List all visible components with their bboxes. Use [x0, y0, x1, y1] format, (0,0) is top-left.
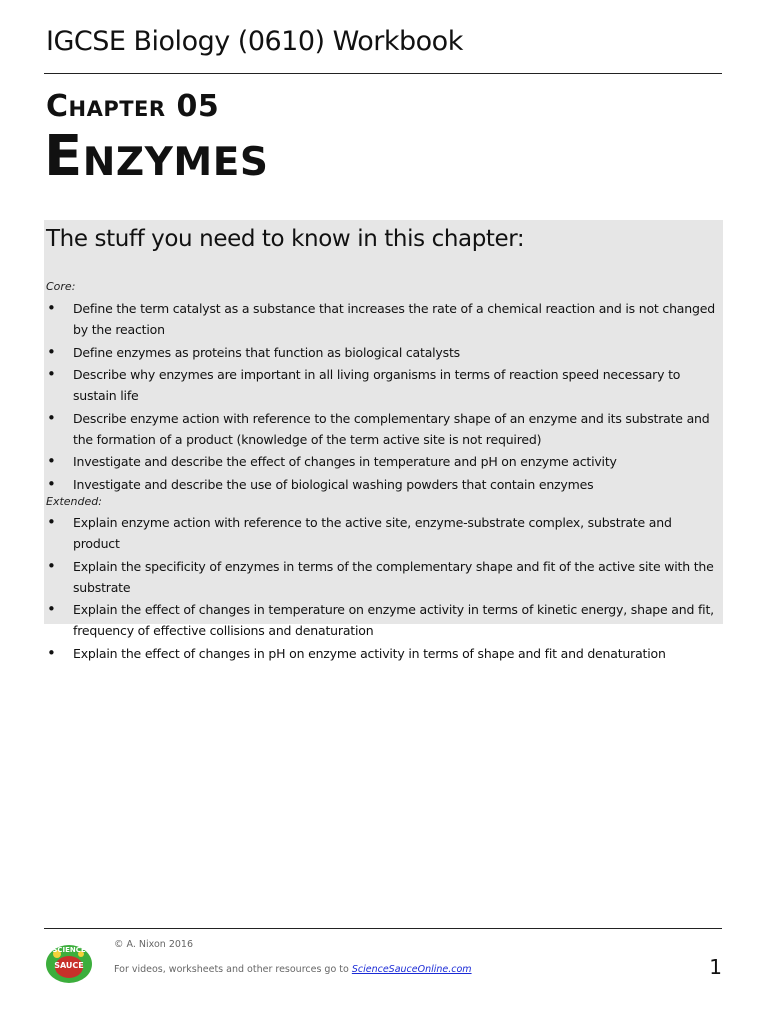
list-item: • Explain the effect of changes in temperature on enzyme activity in terms of kinetic energy, shape and fit, frequency of effective collisions and denaturation	[44, 599, 716, 641]
copyright: © A. Nixon 2016	[114, 939, 193, 950]
list-item: • Explain enzyme action with reference to the active site, enzyme-substrate complex, substrate and product	[44, 512, 716, 554]
list-item: • Investigate and describe the effect of changes in temperature and pH on enzyme activity	[44, 451, 716, 472]
resources-text: For videos, worksheets and other resources go to	[114, 964, 352, 975]
list-item: • Explain the specificity of enzymes in terms of the complementary shape and fit of the active site with the substrate	[44, 556, 716, 598]
extended-label: Extended:	[46, 495, 102, 508]
core-list	[44, 298, 716, 496]
objectives-heading: The stuff you need to know in this chapter:	[46, 226, 525, 252]
chapter-title: Enzymes	[44, 124, 269, 189]
header-title: IGCSE Biology (0610) Workbook	[46, 26, 463, 57]
logo-icon	[45, 940, 93, 984]
list-item: • Describe why enzymes are important in all living organisms in terms of reaction speed necessary to sustain life	[44, 364, 716, 406]
chapter-label: Chapter 05	[46, 89, 220, 124]
logo-text-bottom: SAUCE	[54, 961, 84, 970]
header-rule	[44, 73, 722, 74]
list-item: • Define enzymes as proteins that function as biological catalysts	[44, 342, 716, 363]
resources-link[interactable]: ScienceSauceOnline.com	[351, 964, 472, 975]
list-item: • Explain the effect of changes in pH on enzyme activity in terms of shape and fit and denaturation	[44, 643, 716, 664]
core-label: Core:	[46, 280, 76, 293]
list-item: • Investigate and describe the use of biological washing powders that contain enzymes	[44, 474, 716, 495]
page-number: 1	[709, 955, 722, 979]
resources-line	[114, 964, 472, 975]
objectives-box	[44, 220, 723, 661]
extended-list	[44, 512, 716, 665]
science-sauce-logo	[45, 940, 93, 984]
footer-rule	[44, 928, 722, 929]
logo-text-top: SCIENCE	[52, 946, 86, 954]
list-item: • Describe enzyme action with reference to the complementary shape of an enzyme and its substrate and the formation of a product (knowledge of the term active site is not required)	[44, 408, 716, 450]
list-item: • Define the term catalyst as a substance that increases the rate of a chemical reaction and is not changed by the reaction	[44, 298, 716, 340]
